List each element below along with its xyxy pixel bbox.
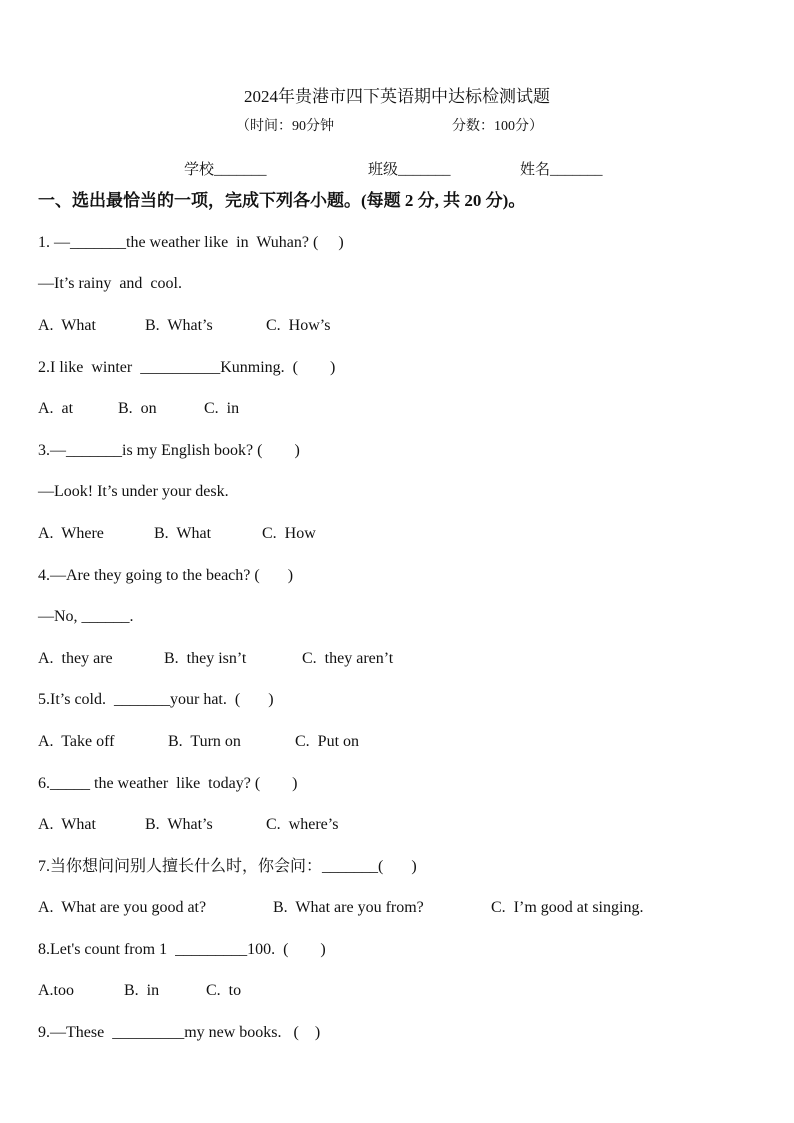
section-heading: 一、选出最恰当的一项，完成下列各小题。(每题 2 分, 共 20 分)。 bbox=[38, 191, 526, 210]
option-c: C. to bbox=[206, 982, 242, 999]
exam-time: （时间：90分钟 bbox=[236, 119, 334, 134]
option-c: C. they aren’t bbox=[302, 650, 394, 667]
class-field: 班级_______ bbox=[368, 162, 451, 178]
question-stem: 7.当你想问问别人擅长什么时，你会问：_______( ) bbox=[38, 858, 417, 875]
exam-score: 分数：100分） bbox=[452, 119, 543, 134]
name-field: 姓名_______ bbox=[520, 162, 603, 178]
question-reply: —It’s rainy and cool. bbox=[38, 275, 182, 292]
question-stem: 3.—_______is my English book? ( ) bbox=[38, 442, 300, 459]
question-stem: 8.Let's count from 1 _________100. ( ) bbox=[38, 941, 326, 958]
option-b: B. on bbox=[118, 400, 157, 417]
question-reply: —No, ______. bbox=[38, 608, 134, 625]
option-a: A. they are bbox=[38, 650, 113, 667]
option-a: A. at bbox=[38, 400, 74, 417]
option-c: C. Put on bbox=[295, 733, 360, 750]
option-a: A. What bbox=[38, 816, 96, 833]
school-field: 学校_______ bbox=[184, 162, 267, 178]
option-a: A. What bbox=[38, 317, 96, 334]
option-c: C. I’m good at singing. bbox=[491, 899, 644, 916]
question-stem: 9.—These _________my new books. ( ) bbox=[38, 1024, 321, 1041]
option-b: B. What’s bbox=[145, 317, 213, 334]
option-b: B. What are you from? bbox=[273, 899, 424, 916]
option-b: B. What bbox=[154, 525, 212, 542]
option-b: B. Turn on bbox=[168, 733, 241, 750]
option-a: A. What are you good at? bbox=[38, 899, 207, 916]
option-b: B. they isn’t bbox=[164, 650, 247, 667]
option-a: A.too bbox=[38, 982, 74, 999]
option-c: C. in bbox=[204, 400, 240, 417]
option-c: C. How’s bbox=[266, 317, 331, 334]
option-a: A. Take off bbox=[38, 733, 115, 750]
question-stem: 1. —_______the weather like in Wuhan? ( ) bbox=[38, 234, 344, 251]
question-stem: 2.I like winter __________Kunming. ( ) bbox=[38, 359, 336, 376]
option-b: B. What’s bbox=[145, 816, 213, 833]
option-c: C. How bbox=[262, 525, 316, 542]
option-a: A. Where bbox=[38, 525, 104, 542]
exam-title: 2024年贵港市四下英语期中达标检测试题 bbox=[244, 87, 550, 106]
option-b: B. in bbox=[124, 982, 160, 999]
question-stem: 5.It’s cold. _______your hat. ( ) bbox=[38, 691, 274, 708]
option-c: C. where’s bbox=[266, 816, 339, 833]
question-stem: 6._____ the weather like today? ( ) bbox=[38, 775, 298, 792]
question-stem: 4.—Are they going to the beach? ( ) bbox=[38, 567, 294, 584]
question-reply: —Look! It’s under your desk. bbox=[38, 483, 229, 500]
